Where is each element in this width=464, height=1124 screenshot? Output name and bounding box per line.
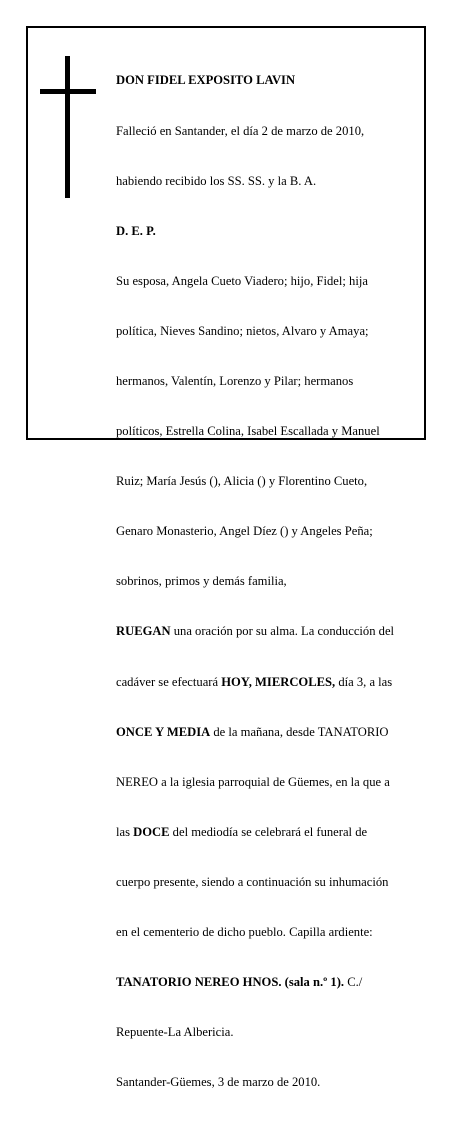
- family-line-6: Genaro Monasterio, Angel Díez () y Angeles Peña;: [116, 524, 373, 539]
- family-line-5: Ruiz; María Jesús (), Alicia () y Florentino Cueto,: [116, 474, 368, 489]
- conduccion-line-9: Repuente-La Albericia.: [116, 1025, 234, 1040]
- death-line-1: Falleció en Santander, el día 2 de marzo de 2010,: [116, 123, 365, 138]
- conduccion-line-4: NEREO a la iglesia parroquial de Güemes, en la que a: [116, 774, 390, 789]
- conduccion-2c: día 3, a las: [335, 674, 393, 689]
- death-line-2: habiendo recibido los SS. SS. y la B. A.: [116, 173, 317, 188]
- closing-line: Santander-Güemes, 3 de marzo de 2010.: [116, 1075, 321, 1090]
- conduccion-2b: HOY, MIERCOLES,: [221, 674, 336, 689]
- cross-vertical-bar: [65, 56, 70, 198]
- ruegan-line: [116, 623, 420, 640]
- family-line-2: política, Nieves Sandino; nietos, Alvaro y Amaya;: [116, 323, 369, 338]
- conduccion-line-7: en el cementerio de dicho pueblo. Capilla ardiente:: [116, 925, 373, 939]
- conduccion-5b: DOCE: [133, 824, 170, 839]
- ruegan-rest: una oración por su alma. La conducción del: [170, 624, 395, 639]
- conduccion-line-6: cuerpo presente, siendo a continuación su inhumación: [116, 874, 389, 889]
- notice-text: [116, 39, 420, 1124]
- conduccion-5c: del mediodía se celebrará el funeral de: [169, 824, 368, 839]
- obituary-notice: [26, 26, 426, 1090]
- conduccion-3b: de la mañana, desde TANATORIO: [210, 724, 389, 739]
- conduccion-2a: cadáver se efectuará: [116, 674, 222, 689]
- family-line-3: hermanos, Valentín, Lorenzo y Pilar; hermanos: [116, 373, 354, 388]
- family-line-7: sobrinos, primos y demás familia,: [116, 574, 287, 589]
- deceased-name: DON FIDEL EXPOSITO LAVIN: [116, 73, 296, 88]
- ruegan-bold: RUEGAN: [116, 624, 171, 639]
- family-line-4: políticos, Estrella Colina, Isabel Escallada y Manuel: [116, 424, 380, 439]
- conduccion-line-5: [116, 824, 420, 841]
- conduccion-3a: ONCE Y MEDIA: [116, 724, 211, 739]
- family-line-1: Su esposa, Angela Cueto Viadero; hijo, Fidel; hija: [116, 273, 368, 288]
- conduccion-line-3: [116, 724, 420, 741]
- conduccion-line-8: [116, 974, 420, 991]
- conduccion-line-2: [116, 674, 420, 691]
- conduccion-5a: las: [116, 824, 134, 839]
- dep-line: D. E. P.: [116, 223, 156, 238]
- conduccion-8a: TANATORIO NEREO HNOS. (sala n.º 1).: [116, 975, 345, 990]
- cross-horizontal-bar: [40, 89, 96, 94]
- conduccion-8b: C./: [344, 975, 363, 990]
- cross-icon: [40, 56, 94, 198]
